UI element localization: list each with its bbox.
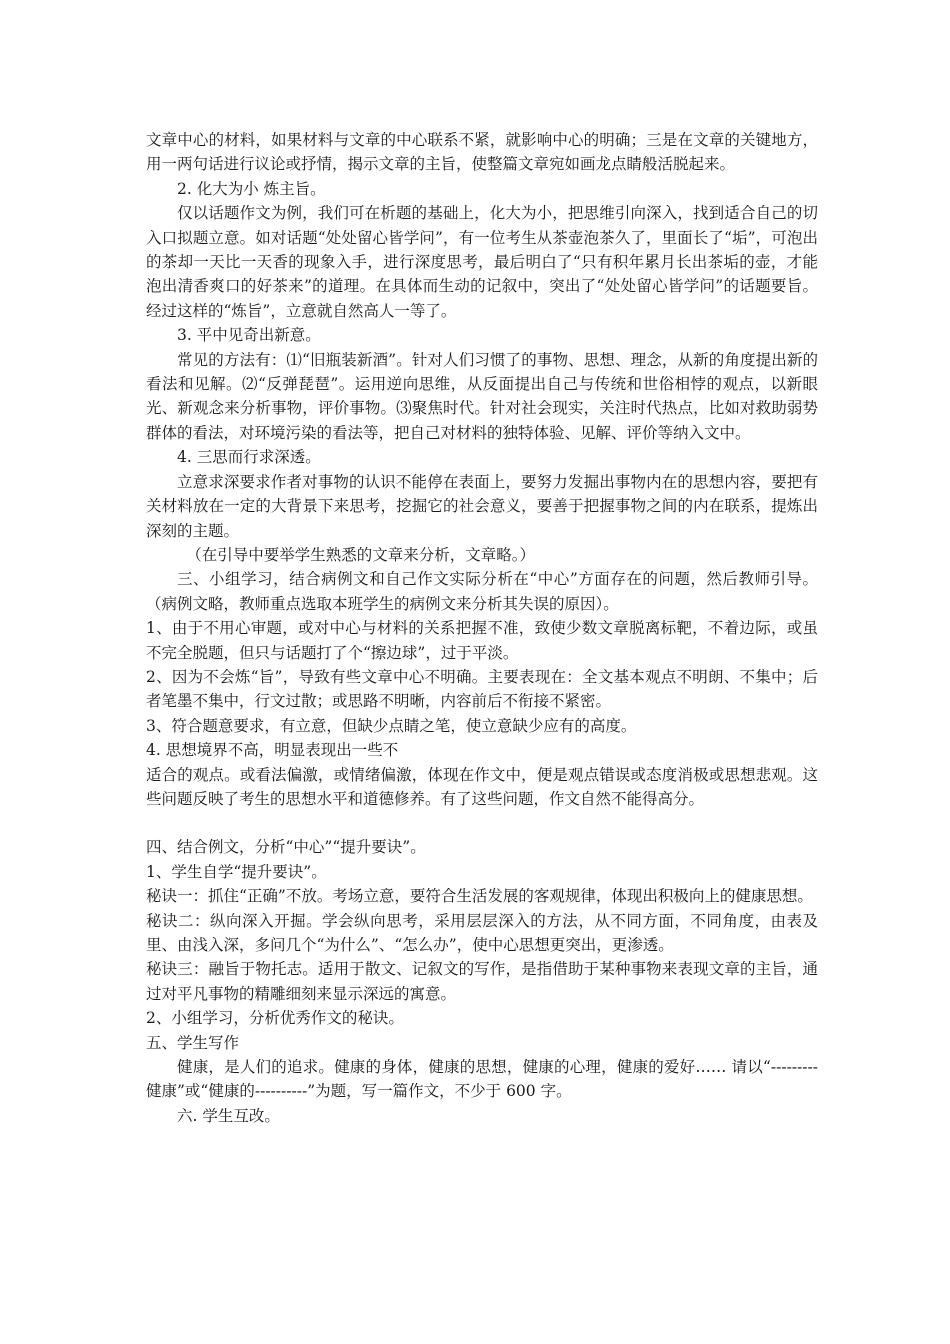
problem-item-1: 1、由于不用心审题，或对中心与材料的关系把握不准，致使少数文章脱离标靶，不着边际，或虽不完全脱题，但只与话题打了个“擦边球”，过于平淡。 (146, 619, 818, 662)
group-study-item: 2、小组学习，分析优秀作文的秘诀。 (146, 1009, 404, 1028)
writing-prompt: 健康，是人们的追求。健康的身体，健康的思想，健康的心理，健康的爱好…… 请以“---------健康”或“健康的----------”为题，写一篇作文，不少于 600 字。 (146, 1058, 818, 1101)
paragraph-center-material: 文章中心的材料，如果材料与文章的中心联系不紧，就影响中心的明确；三是在文章的关键地方，用一两句话进行议论或抒情，揭示文章的主旨，使整篇文章宛如画龙点睛般活脱起来。 (146, 131, 818, 174)
tip-one: 秘诀一：抓住“正确”不放。考场立意，要符合生活发展的客观规律，体现出积极向上的健康思想。 (146, 887, 813, 906)
paragraph-topic-example: 仅以话题作文为例，我们可在析题的基础上，化大为小，把思维引向深入，找到适合自己的切入口拟题立意。如对话题“处处留心皆学问”，有一位考生从茶壶泡茶久了，里面长了“垢”，可泡出的茶却一天比一天香的现象入手，进行深度思考，最后明白了“只有积年累月长出茶垢的壶，才能泡出清香爽口的好茶来”的道理。在具体而生动的记叙中，突出了“处处留心皆学问”的话题要旨。经过这样的“炼旨”，立意就自然高人一等了。 (146, 204, 818, 320)
heading-refine-theme: 2. 化大为小 炼主旨。 (177, 179, 326, 198)
problem-item-4: 4. 思想境界不高，明显表现出一些不 (146, 741, 399, 760)
problem-item-3: 3、符合题意要求，有立意，但缺少点睛之笔，使立意缺少应有的高度。 (146, 716, 637, 735)
heading-novel-idea: 3. 平中见奇出新意。 (177, 326, 321, 345)
tip-two: 秘诀二：纵向深入开掘。学会纵向思考，采用层层深入的方法，从不同方面，不同角度，由表及里、由浅入深，多问几个“为什么”、“怎么办”，使中心思想更突出，更渗透。 (146, 911, 818, 954)
self-study-item: 1、学生自学“提升要诀”。 (146, 862, 327, 881)
tip-three: 秘诀三：融旨于物托志。适用于散文、记叙文的写作，是指借助于某种事物来表现文章的主旨，通过对平凡事物的精雕细刻来显示深远的寓意。 (146, 960, 818, 1003)
paragraph-guidance-note: （在引导中要举学生熟悉的文章来分析，文章略。） (186, 545, 536, 564)
problem-item-4-continued: 适合的观点。或看法偏激，或情绪偏激，体现在作文中，便是观点错误或态度消极或思想悲观。这些问题反映了考生的思想水平和道德修养。有了这些问题，作文自然不能得高分。 (146, 765, 818, 808)
section-four-heading: 四、结合例文，分析“中心”“提升要诀”。 (146, 838, 426, 857)
section-three-heading: 三、小组学习，结合病例文和自己作文实际分析在“中心”方面存在的问题，然后教师引导。（病例文略，教师重点选取本班学生的病例文来分析其失误的原因）。 (146, 570, 818, 613)
section-six-heading: 六. 学生互改。 (177, 1106, 280, 1125)
blank-line (146, 811, 818, 835)
document-body (146, 128, 818, 1128)
section-five-heading: 五、学生写作 (146, 1033, 240, 1052)
problem-item-2: 2、因为不会炼“旨”，导致有些文章中心不明确。主要表现在：全文基本观点不明朗、不集中；后者笔墨不集中，行文过散；或思路不明晰，内容前后不衔接不紧密。 (146, 667, 818, 711)
paragraph-common-methods: 常见的方法有：⑴“旧瓶装新酒”。针对人们习惯了的事物、思想、理念，从新的角度提出新的看法和见解。⑵“反弹琵琶”。运用逆向思维，从反面提出自己与传统和世俗相悖的观点，以新眼光、新观念来分析事物，评价事物。⑶聚焦时代。针对社会现实，关注时代热点，比如对救助弱势群体的看法，对环境污染的看法等，把自己对材料的独特体验、见解、评价等纳入文中。 (146, 350, 818, 442)
heading-think-deeply: 4. 三思而行求深透。 (177, 448, 321, 467)
paragraph-deep-intent: 立意求深要求作者对事物的认识不能停在表面上，要努力发掘出事物内在的思想内容，要把有关材料放在一定的大背景下来思考，挖掘它的社会意义，要善于把握事物之间的内在联系，提炼出深刻的主题。 (146, 472, 818, 540)
